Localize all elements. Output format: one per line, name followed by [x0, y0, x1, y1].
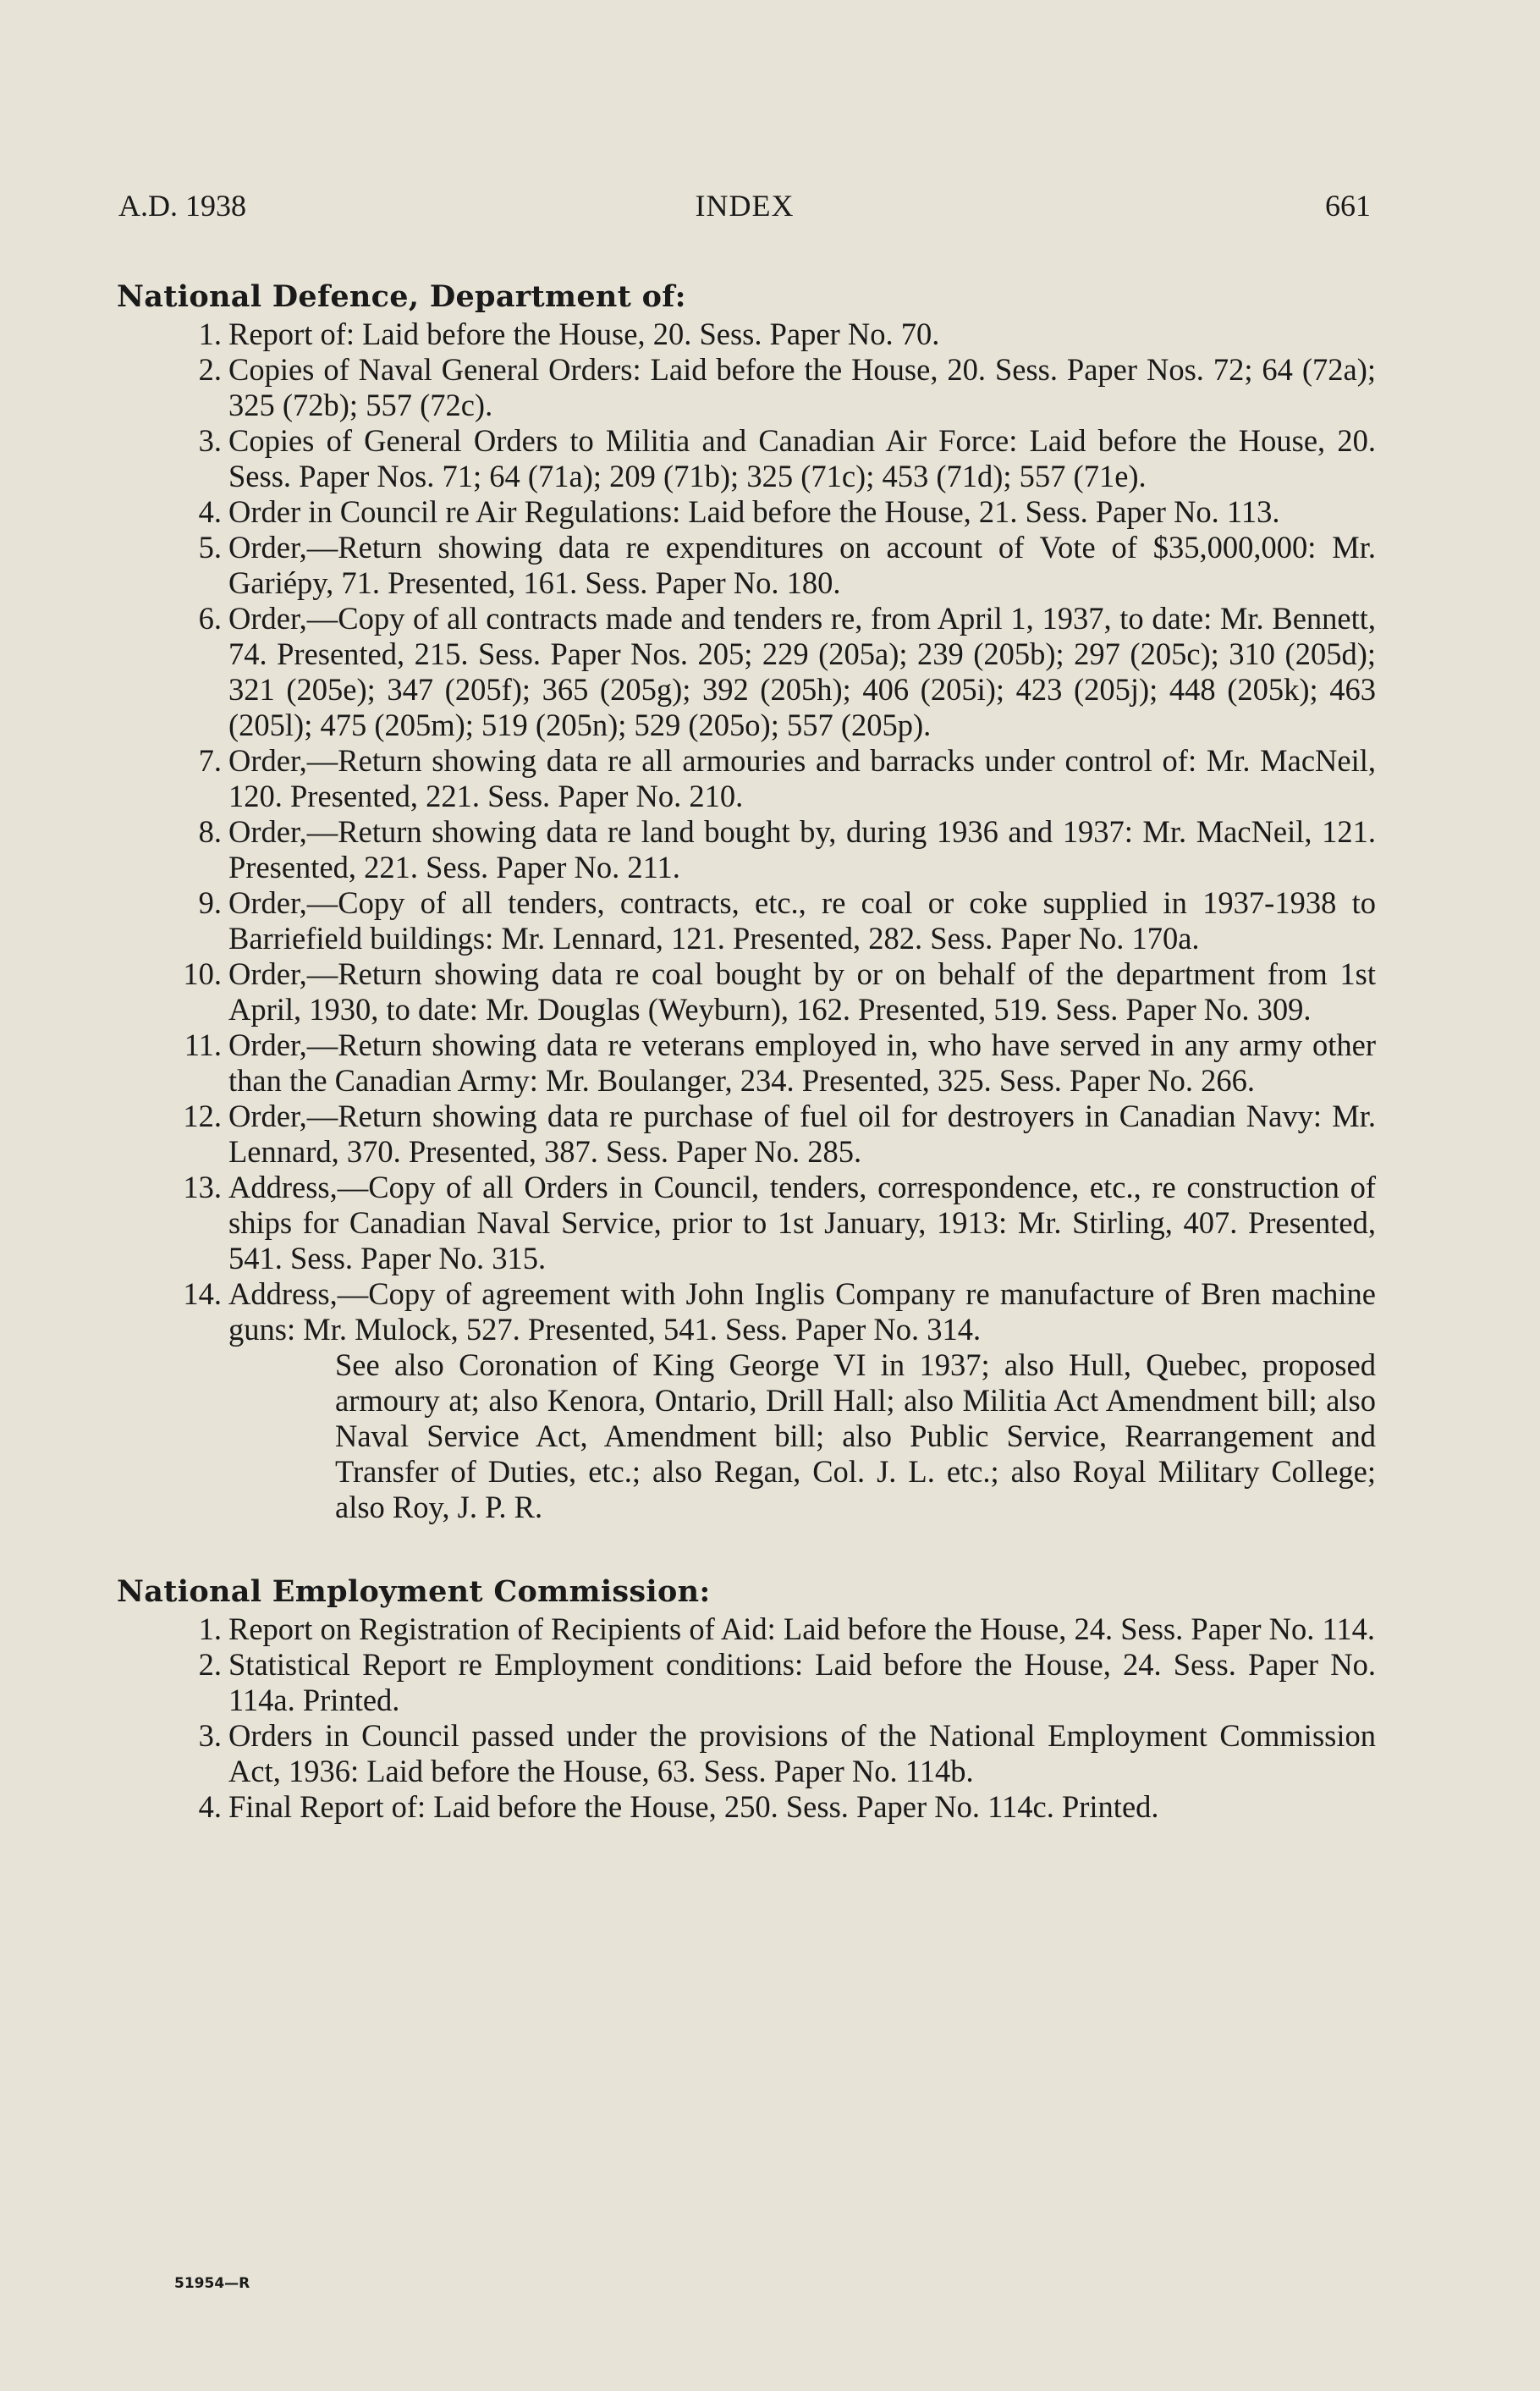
entry-text: Report of: Laid before the House, 20. Sess. Paper No. 70.: [228, 317, 940, 351]
entry-number: 4.: [198, 494, 222, 529]
entry-text: Address,—Copy of agreement with John Inglis Company re manufacture of Bren machine guns: Mr. Mulock, 527. Presented, 541. Sess. Paper No. 314.: [228, 1276, 1376, 1347]
entry-number: 12.: [183, 1099, 222, 1133]
index-entry: [117, 317, 1376, 352]
entry-number: 9.: [198, 885, 222, 920]
running-head-year: A.D. 1938: [118, 189, 246, 223]
entry-number: 13.: [183, 1170, 222, 1204]
entry-number: 8.: [198, 814, 222, 849]
index-entry: [117, 885, 1376, 956]
entry-text: Final Report of: Laid before the House, 250. Sess. Paper No. 114c. Printed.: [228, 1789, 1159, 1824]
section-heading: National Defence, Department of:: [117, 279, 686, 314]
index-body: [117, 279, 1376, 1825]
entry-number: 3.: [198, 423, 222, 458]
entry-text: Order,—Return showing data re purchase of fuel oil for destroyers in Canadian Navy: Mr. Lennard, 370. Presented, 387. Sess. Paper No. 285.: [228, 1099, 1376, 1169]
entry-text: Order,—Return showing data re veterans employed in, who have served in any army other than the Canadian Army: Mr. Boulanger, 234. Presented, 325. Sess. Paper No. 266.: [228, 1027, 1376, 1098]
entry-number: 6.: [198, 601, 222, 636]
index-entry: [117, 1611, 1376, 1647]
entry-number: 3.: [198, 1718, 222, 1753]
section-heading: National Employment Commission:: [117, 1574, 711, 1609]
entry-text: Copies of General Orders to Militia and Canadian Air Force: Laid before the House, 20. Sess. Paper Nos. 71; 64 (71a); 209 (71b); 325 (71c); 453 (71d); 557 (71e).: [228, 423, 1376, 493]
entry-number: 1.: [198, 1611, 222, 1646]
see-also-note: See also Coronation of King George VI in 1937; also Hull, Quebec, proposed armoury at; also Kenora, Ontario, Drill Hall; also Militia Act Amendment bill; also Naval Service Act, Amendment bill; also Public Service, Rearrangement and Transfer of Duties, etc.; also Regan, Col. J. L. etc.; also Royal Military College; also Roy, J. P. R.: [335, 1347, 1376, 1524]
entry-number: 2.: [198, 352, 222, 387]
section-national-defence: [117, 279, 1376, 1525]
entry-text: Order,—Return showing data re land bought by, during 1936 and 1937: Mr. MacNeil, 121. Presented, 221. Sess. Paper No. 211.: [228, 814, 1376, 884]
running-head: [118, 188, 1371, 230]
entry-text: Order,—Return showing data re coal bought by or on behalf of the department from 1st April, 1930, to date: Mr. Douglas (Weyburn), 162. Presented, 519. Sess. Paper No. 309.: [228, 956, 1376, 1027]
index-entry: [117, 1170, 1376, 1276]
entry-text: Report on Registration of Recipients of Aid: Laid before the House, 24. Sess. Paper No. 114.: [228, 1611, 1375, 1646]
entry-text: Order,—Copy of all tenders, contracts, etc., re coal or coke supplied in 1937-1938 to Barriefield buildings: Mr. Lennard, 121. Presented, 282. Sess. Paper No. 170a.: [228, 885, 1376, 956]
index-entry: [117, 1647, 1376, 1718]
entry-text: Orders in Council passed under the provisions of the National Employment Commission Act, 1936: Laid before the House, 63. Sess. Paper No. 114b.: [228, 1718, 1376, 1788]
index-entry: [117, 1718, 1376, 1789]
index-entry: [117, 530, 1376, 601]
entry-text: Statistical Report re Employment conditions: Laid before the House, 24. Sess. Paper No. 114a. Printed.: [228, 1647, 1376, 1717]
entry-number: 10.: [183, 956, 222, 991]
entry-number: 5.: [198, 530, 222, 565]
index-entry: [117, 494, 1376, 530]
entry-text: Order,—Return showing data re all armouries and barracks under control of: Mr. MacNeil, 120. Presented, 221. Sess. Paper No. 210.: [228, 743, 1376, 813]
running-head-title: INDEX: [695, 189, 795, 223]
entry-list: [117, 317, 1376, 1347]
entry-number: 14.: [183, 1276, 222, 1311]
entry-text: Order,—Return showing data re expenditures on account of Vote of $35,000,000: Mr. Gariépy, 71. Presented, 161. Sess. Paper No. 180.: [228, 530, 1376, 600]
entry-number: 2.: [198, 1647, 222, 1682]
entry-number: 4.: [198, 1789, 222, 1824]
entry-text: Order in Council re Air Regulations: Laid before the House, 21. Sess. Paper No. 113.: [228, 494, 1280, 529]
entry-number: 1.: [198, 317, 222, 351]
entry-text: Address,—Copy of all Orders in Council, tenders, correspondence, etc., re construction of ships for Canadian Naval Service, prior to 1st January, 1913: Mr. Stirling, 407. Presented, 541. Sess. Paper No. 315.: [228, 1170, 1376, 1275]
index-entry: [117, 956, 1376, 1027]
index-entry: [117, 814, 1376, 885]
printer-code: 51954—R: [174, 2275, 250, 2292]
page-number: 661: [1325, 189, 1371, 223]
index-entry: [117, 1789, 1376, 1825]
index-entry: [117, 1027, 1376, 1099]
entry-number: 7.: [198, 743, 222, 778]
index-entry: [117, 423, 1376, 494]
index-entry: [117, 601, 1376, 743]
index-entry: [117, 743, 1376, 814]
index-entry: [117, 1276, 1376, 1347]
index-entry: [117, 352, 1376, 423]
entry-text: Copies of Naval General Orders: Laid before the House, 20. Sess. Paper Nos. 72; 64 (72a); 325 (72b); 557 (72c).: [228, 352, 1376, 422]
index-entry: [117, 1099, 1376, 1170]
section-national-employment-commission: [117, 1574, 1376, 1825]
entry-number: 11.: [184, 1027, 222, 1062]
entry-list: [117, 1611, 1376, 1825]
entry-text: Order,—Copy of all contracts made and tenders re, from April 1, 1937, to date: Mr. Bennett, 74. Presented, 215. Sess. Paper Nos. 205; 229 (205a); 239 (205b); 297 (205c); 310 (205d); 321 (205e); 347 (205f); 365 (205g); 392 (205h); 406 (205i); 423 (205j); 448 (205k); 463 (205l); 475 (205m); 519 (205n); 529 (205o); 557 (205p).: [228, 601, 1376, 742]
